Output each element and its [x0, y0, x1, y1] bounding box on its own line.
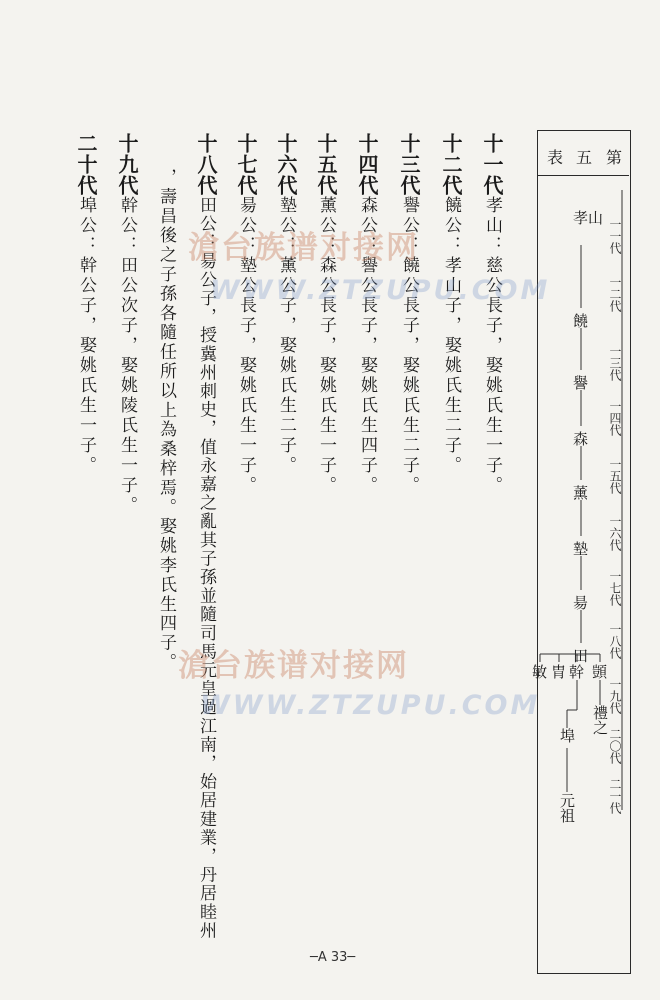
entry-text: 昜公：墊公長子，娶姚氏生一子。 [236, 196, 256, 496]
gen-label: 一四代 [608, 400, 622, 436]
gen-label: 一六代 [608, 515, 622, 551]
lineage-name: 敏 [532, 663, 548, 681]
lineage-name: 禮之 [591, 705, 609, 735]
lineage-name: 田 [573, 647, 589, 665]
generation-label: 十九代 [115, 133, 139, 196]
entry-text: ，壽昌後之子孫各隨任所以上為桑梓焉。娶姚李氏生四子。 [156, 168, 176, 673]
entry-text: 饒公：孝山子，娶姚氏生二子。 [441, 196, 461, 476]
lineage-name: 昜 [573, 594, 589, 612]
table-title-char: 表 [547, 148, 564, 167]
gen-label: 一九代 [608, 678, 622, 714]
generation-label: 二十代 [74, 133, 98, 196]
generation-label: 十八代 [194, 133, 218, 196]
entry-text: 孝山：慈公長子，娶姚氏生一子。 [482, 196, 502, 496]
entry-text: 薰公：森公長子，娶姚氏生一子。 [316, 196, 336, 496]
generation-label: 十一代 [480, 133, 504, 196]
watermark-text: 滄台族谱对接网 [188, 230, 419, 266]
entry-text: 森公：譽公長子，娶姚氏生四子。 [357, 196, 377, 496]
table-title-char: 第 [606, 148, 623, 167]
lineage-name: 顗 [592, 663, 608, 681]
lineage-name: 墊 [573, 540, 589, 558]
entry-text: 譽公：饒公長子，娶姚氏生二子。 [399, 196, 419, 496]
table-title-char: 五 [576, 148, 593, 167]
generation-label: 十五代 [314, 133, 338, 196]
lineage-name: 胄 [551, 663, 567, 681]
entry-text: 墊公：薰公子，娶姚氏生二子。 [276, 196, 296, 476]
gen-label: 一二代 [608, 276, 622, 312]
lineage-name: 元祖 [558, 793, 576, 823]
gen-label: 二〇代 [608, 728, 622, 764]
watermark-url: WWW.ZTZUPU.COM [200, 690, 541, 721]
entry-text: 埠公：幹公子，娶姚氏生一子。 [76, 196, 96, 476]
entry-text: 田公：昜公子，授冀州刺史，值永嘉之亂其子孫並隨司馬元皇過江南，始居建業，丹居睦州 [196, 196, 216, 940]
generation-label: 十四代 [355, 133, 379, 196]
generation-label: 十二代 [439, 133, 463, 196]
gen-label: 一五代 [608, 458, 622, 494]
gen-label: 一七代 [608, 570, 622, 606]
lineage-name: 饒 [573, 312, 589, 330]
lineage-name: 譽 [573, 374, 589, 392]
entry-text: 幹公：田公次子，娶姚陵氏生一子。 [117, 196, 137, 516]
watermark-text: 滄台族谱对接网 [178, 648, 409, 684]
generation-label: 十三代 [397, 133, 421, 196]
gen-label: 二一代 [608, 778, 622, 814]
gen-label: 一一代 [608, 218, 622, 254]
gen-label: 一八代 [608, 623, 622, 659]
gen-label: 一三代 [608, 345, 622, 381]
watermark-url: WWW.ZTZUPU.COM [210, 275, 551, 306]
page-number: ─A 33─ [310, 950, 356, 965]
generation-label: 十六代 [274, 133, 298, 196]
lineage-name: 薰 [573, 484, 589, 502]
lineage-name: 孝山 [573, 209, 604, 227]
generation-label: 十七代 [234, 133, 258, 196]
lineage-name: 埠 [558, 728, 576, 743]
lineage-name: 森 [573, 430, 589, 448]
lineage-name: 幹 [569, 663, 585, 681]
